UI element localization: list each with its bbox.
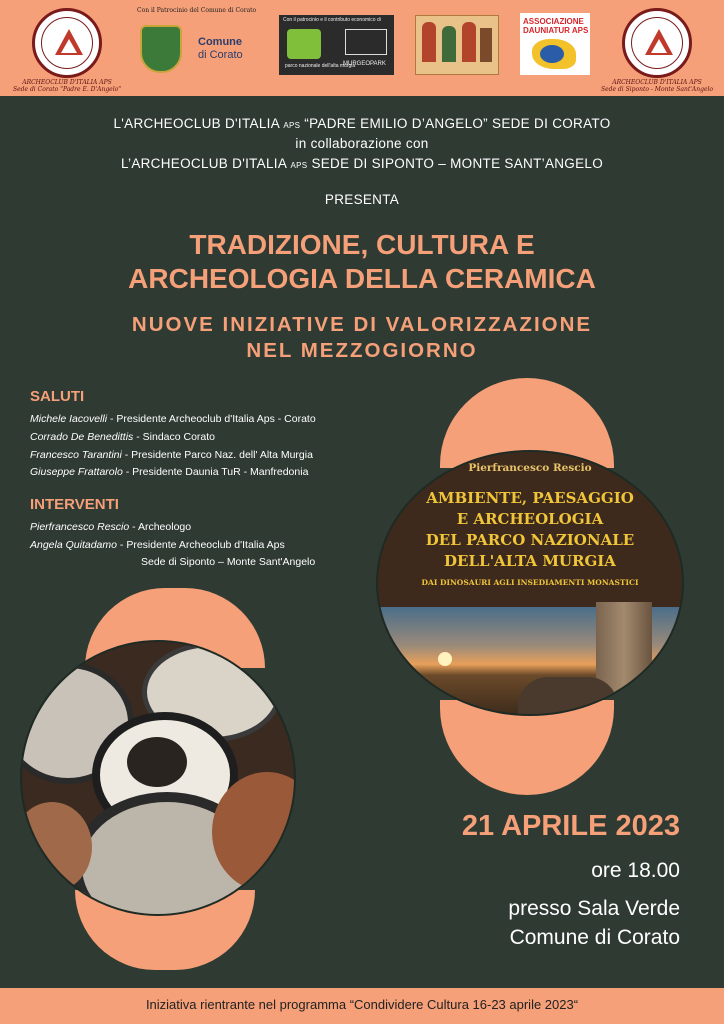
event-time: ore 18.00 [591, 859, 680, 882]
geopark-icon [345, 29, 387, 55]
event-date: 21 APRILE 2023 [461, 810, 680, 842]
patronage-text: Con il Patrocinio del Comune di Corato [137, 7, 257, 14]
sub-title: NUOVE INIZIATIVE DI VALORIZZAZIONE NEL MEZZOGIORNO [131, 313, 593, 362]
interventi-item-continuation: Sede di Siponto – Monte Sant'Angelo [141, 556, 316, 568]
parco-leaf-icon [287, 29, 321, 59]
interventi-item: Angela Quitadamo - Presidente Archeoclub d'Italia Aps [30, 539, 285, 551]
interventi-heading: INTERVENTI [30, 496, 119, 513]
comune-label: Comune di Corato [198, 36, 243, 61]
presenta-label: PRESENTA [324, 192, 400, 207]
saluti-item: Giuseppe Frattarolo - Presidente Daunia TuR - Manfredonia [30, 466, 309, 478]
saluti-item: Francesco Tarantini - Presidente Parco Naz. dell' Alta Murgia [30, 449, 313, 461]
intro-line-1: L'ARCHEOCLUB D'ITALIA APS “PADRE EMILIO D’ANGELO” SEDE DI CORATO [113, 116, 611, 131]
intro-line-3: L’ARCHEOCLUB D'ITALIA APS SEDE DI SIPONTO – MONTE SANT’ANGELO [120, 156, 604, 171]
footer-band: Iniziativa rientrante nel programma “Condividere Cultura 16-23 aprile 2023“ [0, 988, 724, 1024]
interventi-item: Pierfrancesco Rescio - Archeologo [30, 521, 192, 533]
archeoclub-corato-logo [32, 8, 102, 78]
book-title: AMBIENTE, PAESAGGIO E ARCHEOLOGIA DEL PARCO NAZIONALE DELL'ALTA MURGIA [425, 489, 635, 570]
event-venue-line2: Comune di Corato [509, 926, 680, 949]
rocks-image [518, 677, 618, 716]
dauniatur-logo: ASSOCIAZIONE DAUNIATUR APS [520, 13, 590, 75]
main-title: TRADIZIONE, CULTURA E ARCHEOLOGIA DELLA CERAMICA [128, 229, 596, 294]
right-logo-caption: ARCHEOCLUB D'ITALIA APS Sede di Siponto - Monte Sant'Angelo [600, 79, 714, 93]
parco-alta-murgia-logo: Con il patrocinio e il contributo economico di parco nazionale dell'alta murgia MURGEOPARK [279, 15, 394, 75]
pot-opening [127, 737, 187, 787]
saluti-heading: SALUTI [30, 388, 85, 405]
saluti-item: Corrado De Benedittis - Sindaco Corato [30, 431, 216, 443]
intro-line-2: in collaborazione con [295, 136, 429, 151]
sun-icon [438, 652, 452, 666]
book-cover [376, 450, 684, 716]
book-author: Pierfrancesco Rescio [468, 462, 592, 474]
pottery-photo [20, 640, 296, 916]
left-logo-caption: ARCHEOCLUB D'ITALIA APS Sede di Corato "Padre E. D'Angelo" [12, 79, 121, 93]
header-band [0, 0, 724, 96]
book-subtitle: DAI DINOSAURI AGLI INSEDIAMENTI MONASTICI [421, 578, 639, 587]
corato-crest-icon [140, 25, 182, 73]
event-venue-line1: presso Sala Verde [508, 897, 680, 920]
saluti-item: Michele Iacovelli - Presidente Archeoclub d'Italia Aps - Corato [30, 413, 316, 425]
fresco-image [415, 15, 499, 75]
archeoclub-siponto-logo [622, 8, 692, 78]
